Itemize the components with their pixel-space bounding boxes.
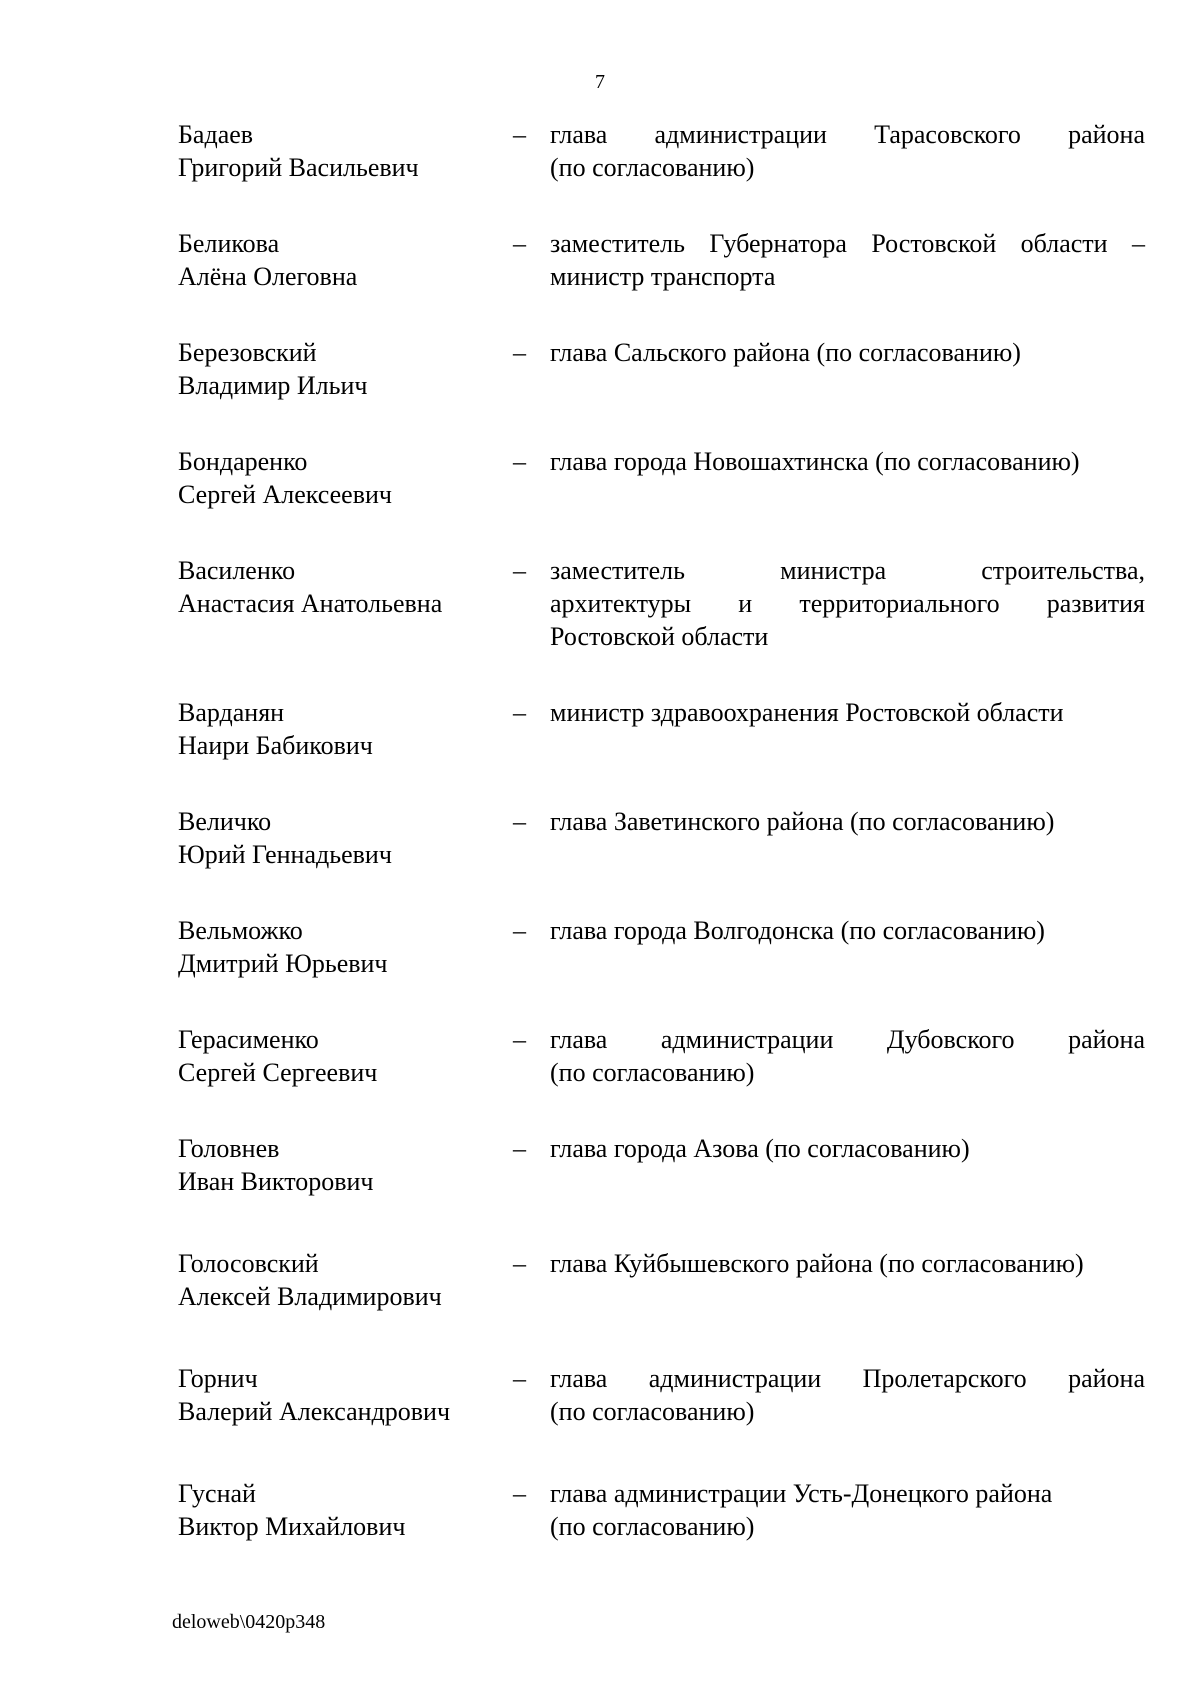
document-footer-path: deloweb\0420p348 — [172, 1611, 326, 1633]
person-name — [178, 1247, 508, 1313]
person-surname: Березовский — [178, 338, 317, 367]
person-surname: Бадаев — [178, 120, 254, 149]
list-entry — [0, 1023, 1200, 1103]
person-surname: Гуснай — [178, 1479, 256, 1508]
position-line: глава Заветинского района (по согласованию) — [550, 807, 1055, 836]
position-line: (по согласованию) — [550, 1397, 755, 1426]
person-given-names: Алёна Олеговна — [178, 262, 358, 291]
separator-dash: – — [513, 1134, 526, 1163]
person-given-names: Дмитрий Юрьевич — [178, 949, 388, 978]
position-line: глава города Новошахтинска (по согласованию) — [550, 447, 1080, 476]
separator-dash: – — [513, 338, 526, 367]
position-line: (по согласованию) — [550, 1512, 755, 1541]
list-entry — [0, 696, 1200, 776]
person-name — [178, 554, 508, 620]
position-line: глава города Азова (по согласованию) — [550, 1134, 970, 1163]
person-name — [178, 445, 508, 511]
position-line: министр транспорта — [550, 262, 776, 291]
person-name — [178, 1023, 508, 1089]
position-line: (по согласованию) — [550, 153, 755, 182]
list-entry — [0, 1247, 1200, 1327]
person-surname: Горнич — [178, 1364, 258, 1393]
person-surname: Голосовский — [178, 1249, 319, 1278]
separator-dash: – — [513, 556, 526, 585]
person-surname: Величко — [178, 807, 272, 836]
page-number: 7 — [595, 71, 605, 93]
position-line: глава администрации Дубовского района — [550, 1025, 1145, 1054]
person-given-names: Юрий Геннадьевич — [178, 840, 392, 869]
list-entry — [0, 805, 1200, 885]
separator-dash: – — [513, 229, 526, 258]
separator-dash: – — [513, 916, 526, 945]
separator-dash: – — [513, 698, 526, 727]
list-entry — [0, 1362, 1200, 1442]
separator-dash: – — [513, 120, 526, 149]
person-name — [178, 1477, 508, 1543]
person-position — [550, 1362, 1145, 1428]
person-given-names: Виктор Михайлович — [178, 1512, 406, 1541]
position-line: министр здравоохранения Ростовской области — [550, 698, 1064, 727]
person-name — [178, 227, 508, 293]
position-line: заместитель Губернатора Ростовской области – — [550, 229, 1145, 258]
person-surname: Варданян — [178, 698, 285, 727]
separator-dash: – — [513, 1364, 526, 1393]
person-name — [178, 696, 508, 762]
list-entry — [0, 336, 1200, 416]
person-position — [550, 1132, 1145, 1165]
person-given-names: Валерий Александрович — [178, 1397, 451, 1426]
separator-dash: – — [513, 1025, 526, 1054]
person-given-names: Алексей Владимирович — [178, 1282, 442, 1311]
person-position — [550, 336, 1145, 369]
person-surname: Вельможко — [178, 916, 303, 945]
separator-dash: – — [513, 807, 526, 836]
position-line: архитектуры и территориального развития — [550, 589, 1145, 618]
position-line: (по согласованию) — [550, 1058, 755, 1087]
list-entry — [0, 1477, 1200, 1557]
person-position — [550, 1247, 1145, 1280]
person-position — [550, 914, 1145, 947]
person-surname: Головнев — [178, 1134, 280, 1163]
person-position — [550, 696, 1145, 729]
person-position — [550, 1023, 1145, 1089]
person-position — [550, 805, 1145, 838]
person-given-names: Наири Бабикович — [178, 731, 373, 760]
separator-dash: – — [513, 1479, 526, 1508]
person-given-names: Иван Викторович — [178, 1167, 374, 1196]
person-given-names: Сергей Сергеевич — [178, 1058, 378, 1087]
person-surname: Герасименко — [178, 1025, 319, 1054]
list-entry — [0, 445, 1200, 525]
position-line: глава Сальского района (по согласованию) — [550, 338, 1021, 367]
position-line: глава администрации Пролетарского района — [550, 1364, 1145, 1393]
person-name — [178, 1132, 508, 1198]
list-entry — [0, 227, 1200, 307]
list-entry — [0, 554, 1200, 651]
person-given-names: Анастасия Анатольевна — [178, 589, 443, 618]
person-name — [178, 1362, 508, 1428]
person-surname: Бондаренко — [178, 447, 308, 476]
person-position — [550, 554, 1145, 653]
person-given-names: Сергей Алексеевич — [178, 480, 392, 509]
position-line: глава Куйбышевского района (по согласованию) — [550, 1249, 1084, 1278]
person-given-names: Григорий Васильевич — [178, 153, 419, 182]
person-surname: Беликова — [178, 229, 280, 258]
list-entry — [0, 1132, 1200, 1212]
person-name — [178, 914, 508, 980]
person-given-names: Владимир Ильич — [178, 371, 368, 400]
person-name — [178, 336, 508, 402]
person-surname: Василенко — [178, 556, 296, 585]
position-line: глава администрации Тарасовского района — [550, 120, 1145, 149]
person-name — [178, 118, 508, 184]
separator-dash: – — [513, 1249, 526, 1278]
person-position — [550, 227, 1145, 293]
list-entry — [0, 914, 1200, 994]
person-position — [550, 445, 1145, 478]
separator-dash: – — [513, 447, 526, 476]
list-entry — [0, 118, 1200, 198]
person-position — [550, 118, 1145, 184]
person-name — [178, 805, 508, 871]
person-position — [550, 1477, 1145, 1543]
position-line: Ростовской области — [550, 622, 769, 651]
position-line: глава администрации Усть-Донецкого района — [550, 1479, 1053, 1508]
position-line: глава города Волгодонска (по согласованию) — [550, 916, 1045, 945]
position-line: заместитель министра строительства, — [550, 556, 1145, 585]
